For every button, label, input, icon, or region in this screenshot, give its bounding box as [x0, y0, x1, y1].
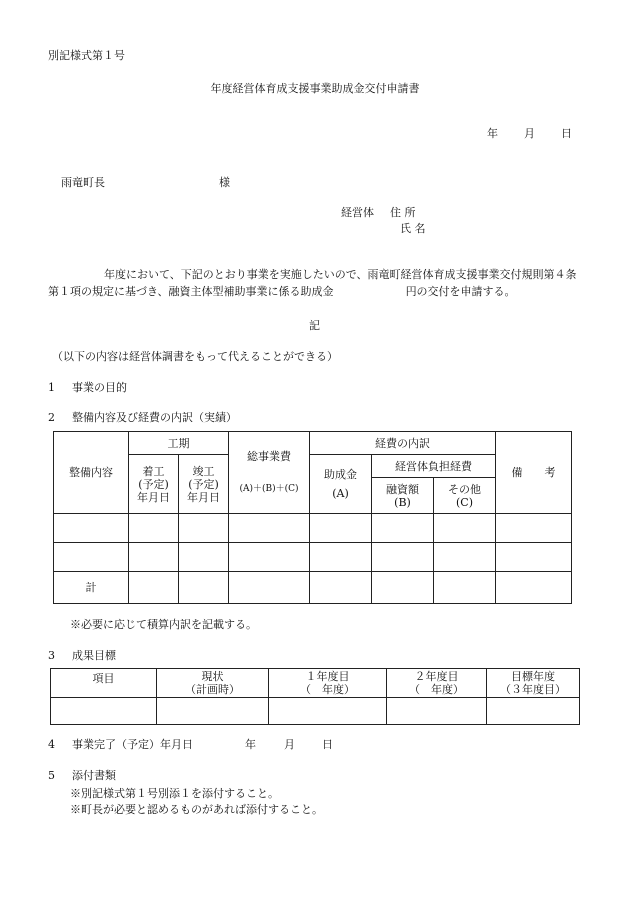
date-month: 月 [524, 127, 535, 140]
table-row [54, 514, 572, 543]
goals-header-target-l1: 目標年度 [511, 670, 555, 683]
expense-table [53, 431, 572, 604]
section3-title: 成果目標 [72, 649, 116, 662]
date-day: 日 [561, 127, 572, 140]
header-subsidy-label: 助成金 [324, 468, 357, 481]
addressee-name: 雨竜町長 [61, 176, 105, 189]
addressee-honorific: 様 [219, 176, 230, 189]
body-text-part1: 年度において、下記のとおり事業を実施したいので、雨竜町経営体育成支援事業交付規則第４条第１項の規定に基づき、融資主体型補助事業に係る助成金 [48, 268, 577, 298]
section4-day: 日 [322, 738, 333, 751]
header-content: 整備内容 [54, 432, 129, 514]
header-other-label: その他 [448, 482, 482, 496]
section4-year: 年 [245, 738, 256, 751]
goals-header-year1-l2: （ 年度） [300, 683, 355, 696]
attachment-item-1: ※別記様式第１号別添１を添付すること。 [70, 787, 279, 800]
goals-header-item: 項目 [51, 669, 157, 698]
header-end-l2: (予定) [188, 477, 219, 491]
table-total-row [54, 572, 572, 604]
table-row [54, 543, 572, 572]
section1-number: 1 [48, 381, 55, 394]
header-other [434, 478, 496, 514]
section4-title: 事業完了（予定）年月日 [72, 738, 193, 751]
header-start [129, 455, 179, 514]
section2-title: 整備内容及び経費の内訳（実績） [72, 411, 237, 424]
body-text-part2: 円の交付を申請する。 [405, 285, 516, 298]
section4-month: 月 [284, 738, 295, 751]
table-row [51, 698, 580, 725]
header-other-code: (C) [456, 495, 474, 509]
section5-title: 添付書類 [72, 769, 116, 782]
header-loan-code: (B) [394, 495, 411, 509]
goals-header-year2 [387, 669, 487, 698]
header-end [179, 455, 229, 514]
header-subsidy-code: (A) [332, 487, 349, 500]
section4-number: 4 [48, 738, 55, 751]
goals-header-year1-l1: １年度目 [305, 670, 350, 683]
goals-header-year2-l2: （ 年度） [409, 683, 464, 696]
header-start-l2: (予定) [138, 477, 169, 491]
header-burden: 経営体負担経費 [372, 455, 496, 478]
header-loan [372, 478, 434, 514]
section2-footnote: ※必要に応じて積算内訳を記載する。 [70, 618, 257, 631]
header-start-l1: 着工 [142, 464, 165, 478]
form-id: 別記様式第１号 [48, 49, 125, 62]
header-end-l1: 竣工 [192, 464, 215, 478]
header-total-label: 総事業費 [247, 449, 291, 463]
application-body [48, 266, 584, 300]
goals-header-target-l2: （３年度目） [500, 683, 566, 696]
header-breakdown: 経費の内訳 [310, 432, 496, 455]
goals-header-year2-l1: ２年度目 [414, 670, 459, 683]
document-title: 年度経営体育成支援事業助成金交付申請書 [210, 82, 420, 95]
header-end-l3: 年月日 [187, 490, 220, 504]
date-year: 年 [487, 127, 498, 140]
applicant-label: 経営体 [341, 206, 374, 219]
goals-header-year1 [269, 669, 387, 698]
header-loan-label: 融資額 [386, 482, 419, 496]
header-remarks: 備 考 [496, 432, 572, 514]
section1-title: 事業の目的 [72, 381, 127, 394]
header-period: 工期 [129, 432, 229, 455]
header-start-l3: 年月日 [137, 490, 170, 504]
applicant-address-label: 住 所 [390, 206, 416, 219]
attachment-item-2: ※町長が必要と認めるものがあれば添付すること。 [70, 803, 323, 816]
header-total-formula: (A)＋(B)＋(C) [239, 483, 299, 494]
header-total [229, 432, 310, 514]
total-row-label: 計 [54, 572, 129, 604]
section2-number: 2 [48, 411, 55, 424]
goals-header-current [157, 669, 269, 698]
goals-header-target [487, 669, 580, 698]
ki-heading: 記 [309, 319, 320, 332]
goals-header-current-l2: （計画時） [185, 683, 240, 696]
applicant-name-label: 氏 名 [400, 222, 426, 235]
section3-number: 3 [48, 649, 55, 662]
header-subsidy [310, 455, 372, 514]
section5-number: 5 [48, 769, 55, 782]
goals-header-current-l1: 現状 [201, 670, 224, 683]
substitute-note: （以下の内容は経営体調書をもって代えることができる） [52, 350, 338, 363]
goals-table [50, 668, 580, 725]
